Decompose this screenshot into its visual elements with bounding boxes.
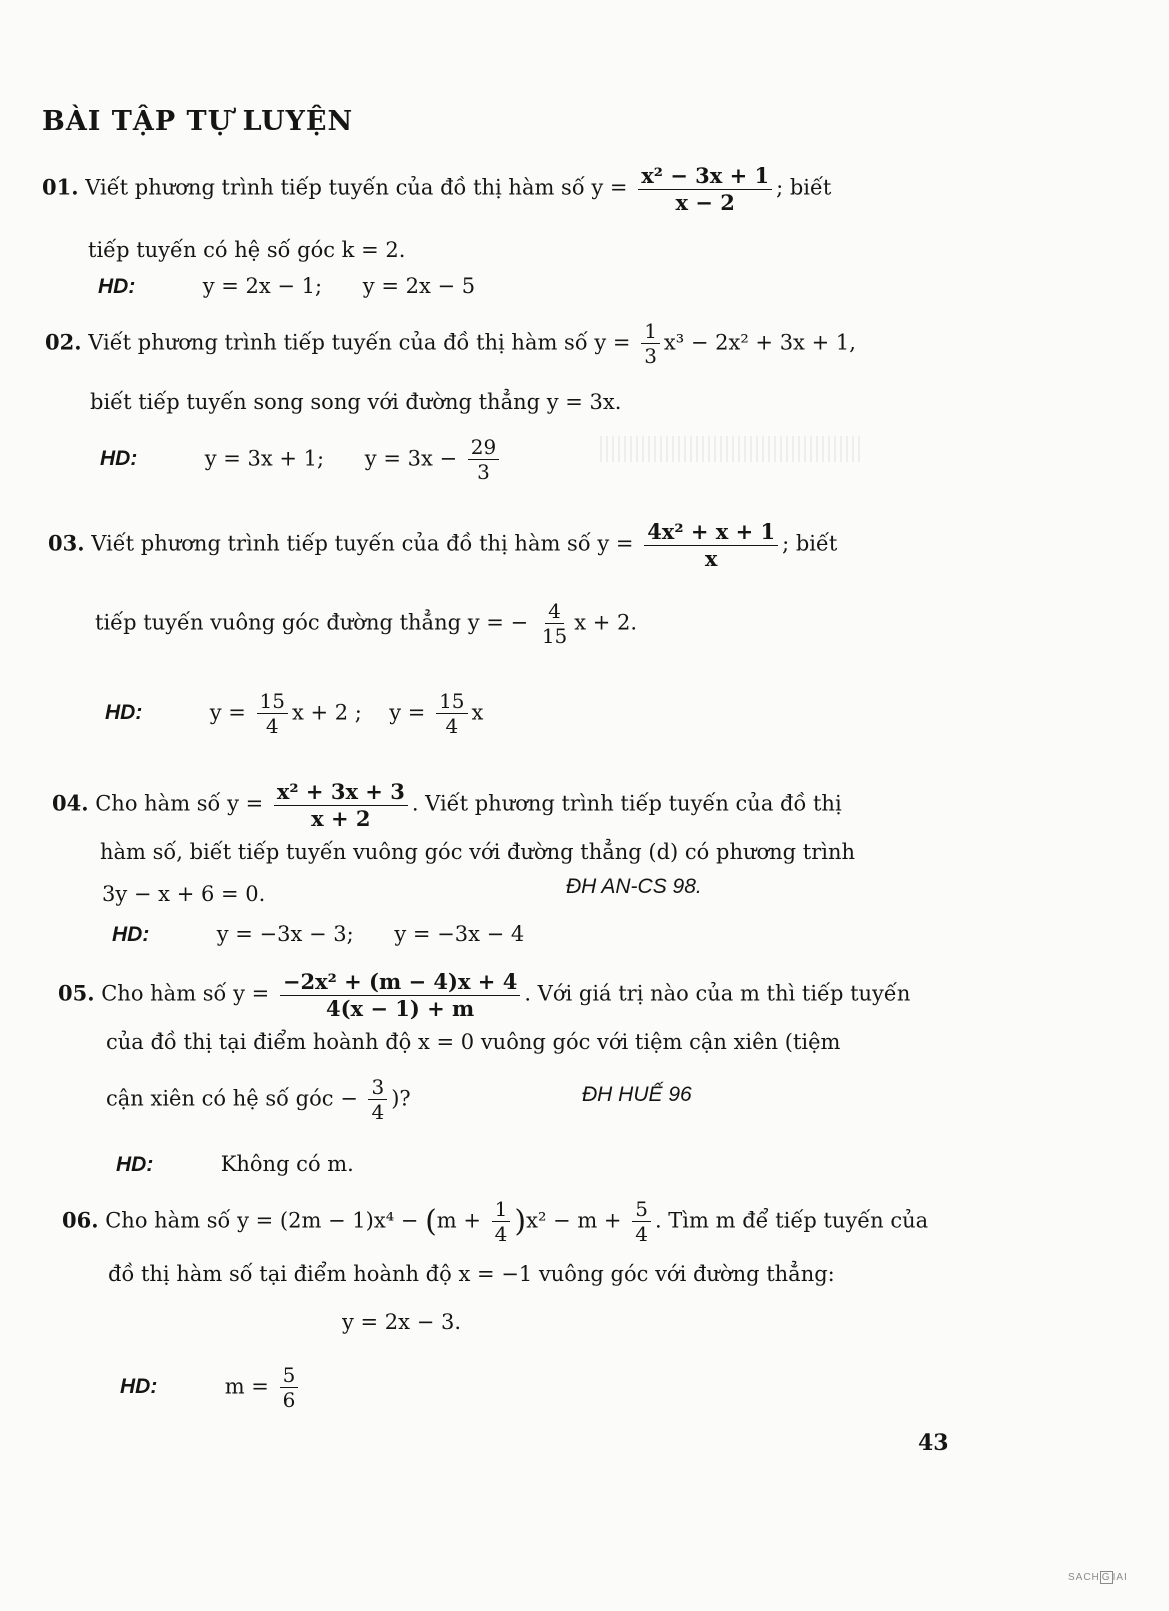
fraction xyxy=(257,690,288,738)
exercise-text: . Viết phương trình tiếp tuyến của đồ thị xyxy=(411,791,842,816)
exercise-text: x + 2. xyxy=(574,610,638,635)
left-paren: ( xyxy=(425,1203,437,1239)
denominator: 15 xyxy=(541,624,568,649)
exercise-04-line3: 3y − x + 6 = 0. xyxy=(102,882,266,906)
fraction xyxy=(539,600,570,648)
fraction xyxy=(644,520,778,570)
numerator: x² + 3x + 3 xyxy=(274,780,408,806)
answer: Không có m. xyxy=(220,1152,354,1176)
exercise-05-statement xyxy=(58,970,910,1020)
numerator: 3 xyxy=(368,1076,387,1100)
hd-label: HD: xyxy=(112,923,150,946)
answer-1-tail: x + 2 ; xyxy=(291,700,362,725)
exercise-02-statement xyxy=(45,320,856,368)
fraction xyxy=(274,780,408,830)
exercise-number: 02. xyxy=(45,329,82,355)
exercise-04-statement xyxy=(52,780,842,830)
denominator: x + 2 xyxy=(311,805,371,831)
exercise-text: Cho hàm số y = xyxy=(101,981,270,1006)
denominator: x xyxy=(704,545,718,571)
right-paren: ) xyxy=(514,1203,527,1239)
exercise-03-line2 xyxy=(95,600,637,648)
fraction xyxy=(632,1198,651,1246)
fraction xyxy=(641,320,660,368)
hd-label: HD: xyxy=(98,275,136,298)
exercise-text: Viết phương trình tiếp tuyến của đồ thị hàm số y = xyxy=(85,175,628,200)
fraction xyxy=(436,690,467,738)
answer-2: y = xyxy=(389,700,426,725)
section-title: BÀI TẬP TỰ LUYỆN xyxy=(42,106,354,137)
exercise-04-answer xyxy=(112,924,524,945)
denominator: x − 2 xyxy=(675,189,735,215)
denominator: 4(x − 1) + m xyxy=(325,995,475,1021)
exercise-text: ; biết xyxy=(776,175,832,200)
exercise-05-line2: của đồ thị tại điểm hoành độ x = 0 vuông góc với tiệm cận xiên (tiệm xyxy=(106,1030,841,1054)
hd-label: HD: xyxy=(105,701,143,725)
exercise-01-answer xyxy=(98,276,475,297)
hd-label: HD: xyxy=(120,1375,158,1399)
exercise-02-line2: biết tiếp tuyến song song với đường thẳng y = 3x. xyxy=(90,390,622,414)
exercise-number: 01. xyxy=(42,174,79,200)
fraction xyxy=(280,1364,299,1412)
exercise-number: 03. xyxy=(48,530,85,556)
exercise-04-source: ĐH AN-CS 98. xyxy=(566,875,702,898)
numerator: 4x² + x + 1 xyxy=(644,520,778,546)
denominator: 4 xyxy=(265,714,279,739)
exercise-text: tiếp tuyến vuông góc đường thẳng y = − xyxy=(95,610,529,635)
exercise-number: 05. xyxy=(58,980,95,1006)
numerator: 1 xyxy=(492,1198,511,1222)
denominator: 4 xyxy=(494,1222,508,1247)
watermark xyxy=(1068,1572,1128,1583)
denominator: 4 xyxy=(445,714,459,739)
exercise-06-line3: y = 2x − 3. xyxy=(342,1310,461,1334)
numerator: 15 xyxy=(257,690,288,714)
fraction xyxy=(368,1076,387,1124)
exercise-06-line2: đồ thị hàm số tại điểm hoành độ x = −1 vuông góc với đường thẳng: xyxy=(108,1262,835,1286)
exercise-text: ; biết xyxy=(782,531,838,556)
denominator: 4 xyxy=(371,1100,385,1125)
watermark-logo: G xyxy=(1101,1572,1111,1583)
answer-2: y = 3x − xyxy=(364,446,458,471)
exercise-text: . Tìm m để tiếp tuyến của xyxy=(654,1208,929,1233)
page-number: 43 xyxy=(918,1430,949,1456)
exercise-01-statement xyxy=(42,164,831,214)
answer-2: y = −3x − 4 xyxy=(394,922,525,946)
exercise-text: x² − m + xyxy=(526,1208,622,1233)
fraction xyxy=(638,164,772,214)
exercise-05-answer xyxy=(116,1154,354,1175)
answer-1: y = −3x − 3; xyxy=(216,922,354,946)
answer-2: y = 2x − 5 xyxy=(362,274,476,298)
exercise-text: Viết phương trình tiếp tuyến của đồ thị hàm số y = xyxy=(91,531,634,556)
exercise-05-line3 xyxy=(106,1076,411,1124)
hd-label: HD: xyxy=(116,1153,154,1176)
exercise-01-line2: tiếp tuyến có hệ số góc k = 2. xyxy=(88,238,406,262)
exercise-text: cận xiên có hệ số góc − xyxy=(106,1086,358,1111)
exercise-06-answer xyxy=(120,1364,302,1412)
fraction xyxy=(468,436,499,484)
fraction xyxy=(492,1198,511,1246)
numerator: 4 xyxy=(545,600,564,624)
fraction xyxy=(280,970,520,1020)
denominator: 4 xyxy=(635,1222,648,1247)
exercise-06-statement xyxy=(62,1198,928,1246)
numerator: 1 xyxy=(641,320,660,344)
watermark-text: SACH xyxy=(1068,1572,1100,1583)
exercise-03-statement xyxy=(48,520,837,570)
exercise-text: Viết phương trình tiếp tuyến của đồ thị hàm số y = xyxy=(88,330,631,355)
paren-content: m + xyxy=(436,1208,481,1233)
denominator: 6 xyxy=(282,1388,296,1413)
exercise-text: Cho hàm số y = (2m − 1)x⁴ − xyxy=(105,1208,419,1233)
numerator: 15 xyxy=(436,690,467,714)
exercise-05-source: ĐH HUẾ 96 xyxy=(582,1083,692,1106)
exercise-text: )? xyxy=(391,1086,411,1111)
exercise-03-answer xyxy=(105,690,483,738)
watermark-text: IAI xyxy=(1112,1572,1128,1583)
exercise-number: 04. xyxy=(52,790,89,816)
hd-label: HD: xyxy=(100,447,138,471)
numerator: 5 xyxy=(632,1198,651,1222)
numerator: x² − 3x + 1 xyxy=(638,164,772,190)
scan-artifact xyxy=(600,436,860,462)
answer-1: y = 3x + 1; xyxy=(204,446,325,471)
answer-1: y = xyxy=(209,700,246,725)
numerator: 29 xyxy=(468,436,499,460)
exercise-02-answer xyxy=(100,436,503,484)
exercise-text: Cho hàm số y = xyxy=(95,791,264,816)
answer-1: y = 2x − 1; xyxy=(202,274,323,298)
denominator: 3 xyxy=(477,460,490,485)
numerator: −2x² + (m − 4)x + 4 xyxy=(280,970,520,996)
exercise-04-line2: hàm số, biết tiếp tuyến vuông góc với đường thẳng (d) có phương trình xyxy=(100,840,856,864)
exercise-number: 06. xyxy=(62,1207,99,1233)
denominator: 3 xyxy=(644,344,657,369)
answer: m = xyxy=(224,1374,269,1399)
exercise-text: x³ − 2x² + 3x + 1, xyxy=(663,330,856,355)
numerator: 5 xyxy=(280,1364,299,1388)
answer-2-tail: x xyxy=(471,700,484,725)
exercise-text: . Với giá trị nào của m thì tiếp tuyến xyxy=(524,981,911,1006)
